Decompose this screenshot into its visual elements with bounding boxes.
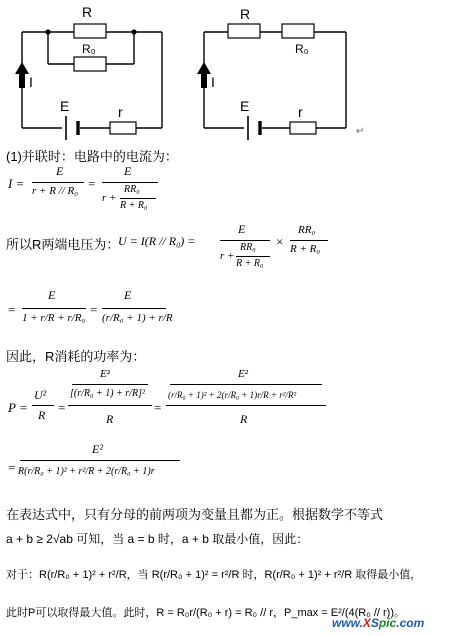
label-E-right: E <box>240 98 250 114</box>
voltage-text: 所以R两端电压为： <box>6 237 120 252</box>
current-lhs: I = <box>8 176 25 191</box>
power-f1-num: U² <box>34 388 47 402</box>
note-line-4: 此时P可以取得最大值。此时，R = R₀r/(R₀ + r) = R₀ // r，P_max = E²/(4(R₀ // r))。 <box>6 607 406 619</box>
resistor-R-right <box>228 24 260 38</box>
current-f2-den-num: RR₀ <box>124 184 140 195</box>
power-lhs: P = <box>8 400 28 415</box>
heading-parallel: (1)并联时：电路中的电流为： <box>6 149 178 164</box>
fraction-bar <box>166 405 326 406</box>
eq-sign: = <box>154 400 162 415</box>
therefore-power: 因此，R消耗的功率为： <box>6 349 146 364</box>
note-line-1: 在表达式中，只有分母的前两项为变量且都为正。根据数学不等式 <box>6 507 384 522</box>
resistor-r-left <box>110 122 136 134</box>
voltage-f-num: E <box>238 222 246 236</box>
final-num: E² <box>92 442 103 456</box>
power-f2-top: E² <box>100 368 111 380</box>
fraction-bar <box>22 308 86 309</box>
voltage-f-den-den: R + R₀ <box>236 258 264 269</box>
junction-dot <box>131 29 136 34</box>
eq-sign: = <box>58 400 66 415</box>
final-lead: = <box>8 460 16 475</box>
current-f1-num: E <box>56 164 64 178</box>
label-r-left: r <box>118 104 123 120</box>
label-I-right: I <box>211 74 215 90</box>
current-f1-den: r + R // R₀ <box>32 185 79 197</box>
resistor-r-right <box>290 122 316 134</box>
fraction-bar <box>32 405 54 406</box>
circuit-diagrams <box>0 0 472 150</box>
fraction-bar <box>120 198 156 199</box>
fraction-bar <box>32 182 84 183</box>
fraction-bar <box>236 256 270 257</box>
power-f1-den: R <box>38 408 46 422</box>
fraction-bar <box>68 405 152 406</box>
watermark-s: S <box>370 616 379 630</box>
power-f3-den: R <box>240 412 248 426</box>
voltage-f-den-left: r + <box>220 250 235 262</box>
voltage-g-num: RR₀ <box>298 224 316 236</box>
fraction-bar <box>290 240 328 241</box>
current-f2-num: E <box>124 164 132 178</box>
fraction-bar <box>20 460 180 461</box>
watermark-logo <box>332 616 424 630</box>
current-f2-den-den: R + R₀ <box>120 200 148 211</box>
fraction-bar <box>102 182 158 183</box>
simp-eq-lead: = <box>8 302 16 317</box>
power-f3-top: E² <box>238 368 249 380</box>
note-line-2: a + b ≥ 2√ab 可知，当 a = b 时，a + b 取最小值，因此： <box>6 532 309 546</box>
junction-dot <box>45 29 50 34</box>
power-f2-mid: [(r/R₀ + 1) + r/R]² <box>70 388 145 399</box>
voltage-f-den-num: RR₀ <box>240 242 256 253</box>
power-f2-den: R <box>106 412 114 426</box>
fraction-bar <box>72 384 148 385</box>
final-den: R(r/R₀ + 1)² + r²/R + 2(r/R₀ + 1)r <box>18 466 155 477</box>
voltage-lhs: U = I(R // R₀) = <box>118 234 196 248</box>
current-arrow-icon <box>197 62 211 74</box>
label-E-left: E <box>60 98 70 114</box>
eq-sign: = <box>88 176 96 191</box>
fraction-bar <box>170 384 322 385</box>
current-arrow-icon <box>19 72 25 88</box>
watermark-com: .com <box>396 616 425 630</box>
eq-sign: = <box>90 302 98 317</box>
current-arrow-icon <box>201 72 207 88</box>
simp-f2-den: (r/R₀ + 1) + r/R <box>102 312 173 324</box>
label-R0-left: R₀ <box>82 42 96 56</box>
power-f3-mid: (r/R₀ + 1)² + 2(r/R₀ + 1)r/R + r²/R² <box>168 390 297 400</box>
fraction-bar <box>102 308 166 309</box>
fraction-bar <box>220 240 270 241</box>
resistor-R-left <box>74 24 106 38</box>
current-f2-den-left: r + <box>102 192 117 204</box>
simp-f1-num: E <box>48 288 56 302</box>
label-R-right: R <box>240 6 251 22</box>
resistor-R0-right <box>282 24 314 38</box>
note-line-3: 对于：R(r/R₀ + 1)² + r²/R，当 R(r/R₀ + 1)² = r²/R 时，R(r/R₀ + 1)² + r²/R 取得最小值， <box>6 569 422 581</box>
resistor-R0-left <box>74 57 106 71</box>
voltage-g-den: R + R₀ <box>290 243 321 255</box>
watermark-x: X <box>362 616 371 630</box>
current-arrow-icon <box>15 62 29 74</box>
simp-f2-num: E <box>124 288 132 302</box>
label-R-left: R <box>82 4 93 20</box>
times-sign: × <box>276 234 284 249</box>
label-R0-right: R₀ <box>295 42 309 56</box>
label-I-left: I <box>29 74 33 90</box>
label-r-right: r <box>298 104 303 120</box>
watermark-pic: pic <box>378 616 397 630</box>
watermark-www: www. <box>332 616 363 630</box>
simp-f1-den: 1 + r/R + r/R₀ <box>22 312 86 324</box>
return-mark: ↵ <box>356 126 365 137</box>
